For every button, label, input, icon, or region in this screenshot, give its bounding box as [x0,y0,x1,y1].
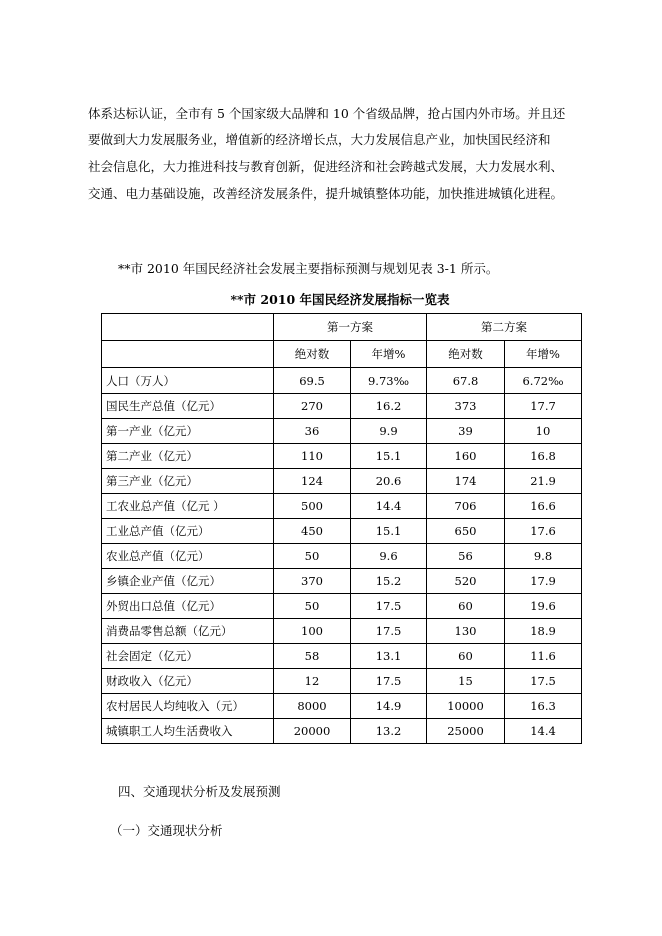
table-row [102,694,582,719]
plan2-growth-cell: 21.9 [505,469,582,494]
plan1-growth-cell: 16.2 [351,394,427,419]
table-row [102,368,582,394]
plan2-growth-cell: 10 [505,419,582,444]
subheader-growth-2: 年增% [505,341,582,368]
table-caption: **市 2010 年国民经济发展指标一览表 [230,292,450,307]
plan2-absolute-cell: 56 [427,544,505,569]
table-row [102,719,582,744]
plan2-absolute-cell: 706 [427,494,505,519]
plan1-absolute-cell: 450 [274,519,351,544]
table-row [102,519,582,544]
plan1-absolute-cell: 370 [274,569,351,594]
plan2-absolute-cell: 650 [427,519,505,544]
plan1-growth-cell: 13.1 [351,644,427,669]
plan1-growth-cell: 17.5 [351,619,427,644]
plan1-absolute-cell: 50 [274,544,351,569]
paragraph-line-2: 要做到大力发展服务业，增值新的经济增长点，大力发展信息产业，加快国民经济和 [88,132,551,147]
plan2-growth-cell: 17.6 [505,519,582,544]
plan1-absolute-cell: 100 [274,619,351,644]
row-label: 外贸出口总值（亿元） [102,594,274,619]
row-label: 第三产业（亿元） [102,469,274,494]
row-label: 工业总产值（亿元） [102,519,274,544]
plan2-absolute-cell: 160 [427,444,505,469]
plan1-growth-cell: 9.73‰ [351,368,427,394]
table-row [102,494,582,519]
table-row [102,394,582,419]
table-header-row [102,314,582,341]
plan2-absolute-cell: 39 [427,419,505,444]
subheader-growth-1: 年增% [351,341,427,368]
plan1-growth-cell: 15.1 [351,444,427,469]
plan2-absolute-cell: 520 [427,569,505,594]
plan1-absolute-cell: 36 [274,419,351,444]
plan1-absolute-cell: 8000 [274,694,351,719]
plan2-growth-cell: 18.9 [505,619,582,644]
plan2-growth-cell: 6.72‰ [505,368,582,394]
plan1-absolute-cell: 500 [274,494,351,519]
row-label: 第二产业（亿元） [102,444,274,469]
plan2-absolute-cell: 130 [427,619,505,644]
plan2-growth-cell: 16.8 [505,444,582,469]
table-row [102,644,582,669]
indicator-table [101,313,582,744]
paragraph-line-4: 交通、电力基础设施，改善经济发展条件，提升城镇整体功能，加快推进城镇化进程。 [88,186,564,201]
plan1-growth-cell: 17.5 [351,669,427,694]
plan2-absolute-cell: 373 [427,394,505,419]
plan2-growth-cell: 16.6 [505,494,582,519]
plan1-absolute-cell: 50 [274,594,351,619]
row-label: 社会固定（亿元） [102,644,274,669]
row-label: 城镇职工人均生活费收入 [102,719,274,744]
plan2-absolute-cell: 60 [427,644,505,669]
plan1-absolute-cell: 110 [274,444,351,469]
plan2-absolute-cell: 60 [427,594,505,619]
subheader-absolute-1: 绝对数 [274,341,351,368]
plan1-growth-cell: 17.5 [351,594,427,619]
plan2-growth-cell: 16.3 [505,694,582,719]
section-heading: 四、交通现状分析及发展预测 [118,784,281,799]
row-label: 财政收入（亿元） [102,669,274,694]
corner-cell [102,314,274,341]
table-reference-note: **市 2010 年国民经济社会发展主要指标预测与规划见表 3-1 所示。 [118,261,499,276]
table-row [102,669,582,694]
plan1-growth-cell: 20.6 [351,469,427,494]
row-label: 第一产业（亿元） [102,419,274,444]
table-row [102,444,582,469]
plan2-absolute-cell: 67.8 [427,368,505,394]
plan1-growth-cell: 15.2 [351,569,427,594]
plan2-absolute-cell: 15 [427,669,505,694]
plan1-absolute-cell: 58 [274,644,351,669]
plan2-growth-cell: 9.8 [505,544,582,569]
row-label: 农业总产值（亿元） [102,544,274,569]
plan2-growth-cell: 17.5 [505,669,582,694]
table-row [102,594,582,619]
subheader-absolute-2: 绝对数 [427,341,505,368]
plan2-growth-cell: 11.6 [505,644,582,669]
plan1-growth-cell: 14.4 [351,494,427,519]
plan1-growth-cell: 14.9 [351,694,427,719]
plan2-growth-cell: 17.7 [505,394,582,419]
row-label: 消费品零售总额（亿元） [102,619,274,644]
table-row [102,469,582,494]
plan2-absolute-cell: 25000 [427,719,505,744]
plan2-growth-cell: 19.6 [505,594,582,619]
table-row [102,619,582,644]
plan1-growth-cell: 9.6 [351,544,427,569]
row-label: 国民生产总值（亿元） [102,394,274,419]
plan1-absolute-cell: 124 [274,469,351,494]
plan1-absolute-cell: 20000 [274,719,351,744]
corner-cell [102,341,274,368]
plan2-absolute-cell: 10000 [427,694,505,719]
row-label: 人口（万人） [102,368,274,394]
plan2-absolute-cell: 174 [427,469,505,494]
row-label: 农村居民人均纯收入（元） [102,694,274,719]
plan1-growth-cell: 9.9 [351,419,427,444]
plan1-growth-cell: 15.1 [351,519,427,544]
row-label: 工农业总产值（亿元 ） [102,494,274,519]
paragraph-line-1: 体系达标认证，全市有 5 个国家级大品牌和 10 个省级品牌，抢占国内外市场。并且还 [88,106,566,121]
plan-header-1: 第一方案 [274,314,427,341]
plan2-growth-cell: 14.4 [505,719,582,744]
plan1-absolute-cell: 12 [274,669,351,694]
plan1-growth-cell: 13.2 [351,719,427,744]
table-row [102,419,582,444]
plan1-absolute-cell: 69.5 [274,368,351,394]
paragraph-line-3: 社会信息化，大力推进科技与教育创新，促进经济和社会跨越式发展，大力发展水利、 [88,159,564,174]
row-label: 乡镇企业产值（亿元） [102,569,274,594]
plan1-absolute-cell: 270 [274,394,351,419]
plan-header-2: 第二方案 [427,314,582,341]
table-row [102,544,582,569]
plan2-growth-cell: 17.9 [505,569,582,594]
table-row [102,569,582,594]
table-subheader-row [102,341,582,368]
subsection-heading: （一）交通现状分析 [110,823,223,838]
table-body [102,368,582,744]
